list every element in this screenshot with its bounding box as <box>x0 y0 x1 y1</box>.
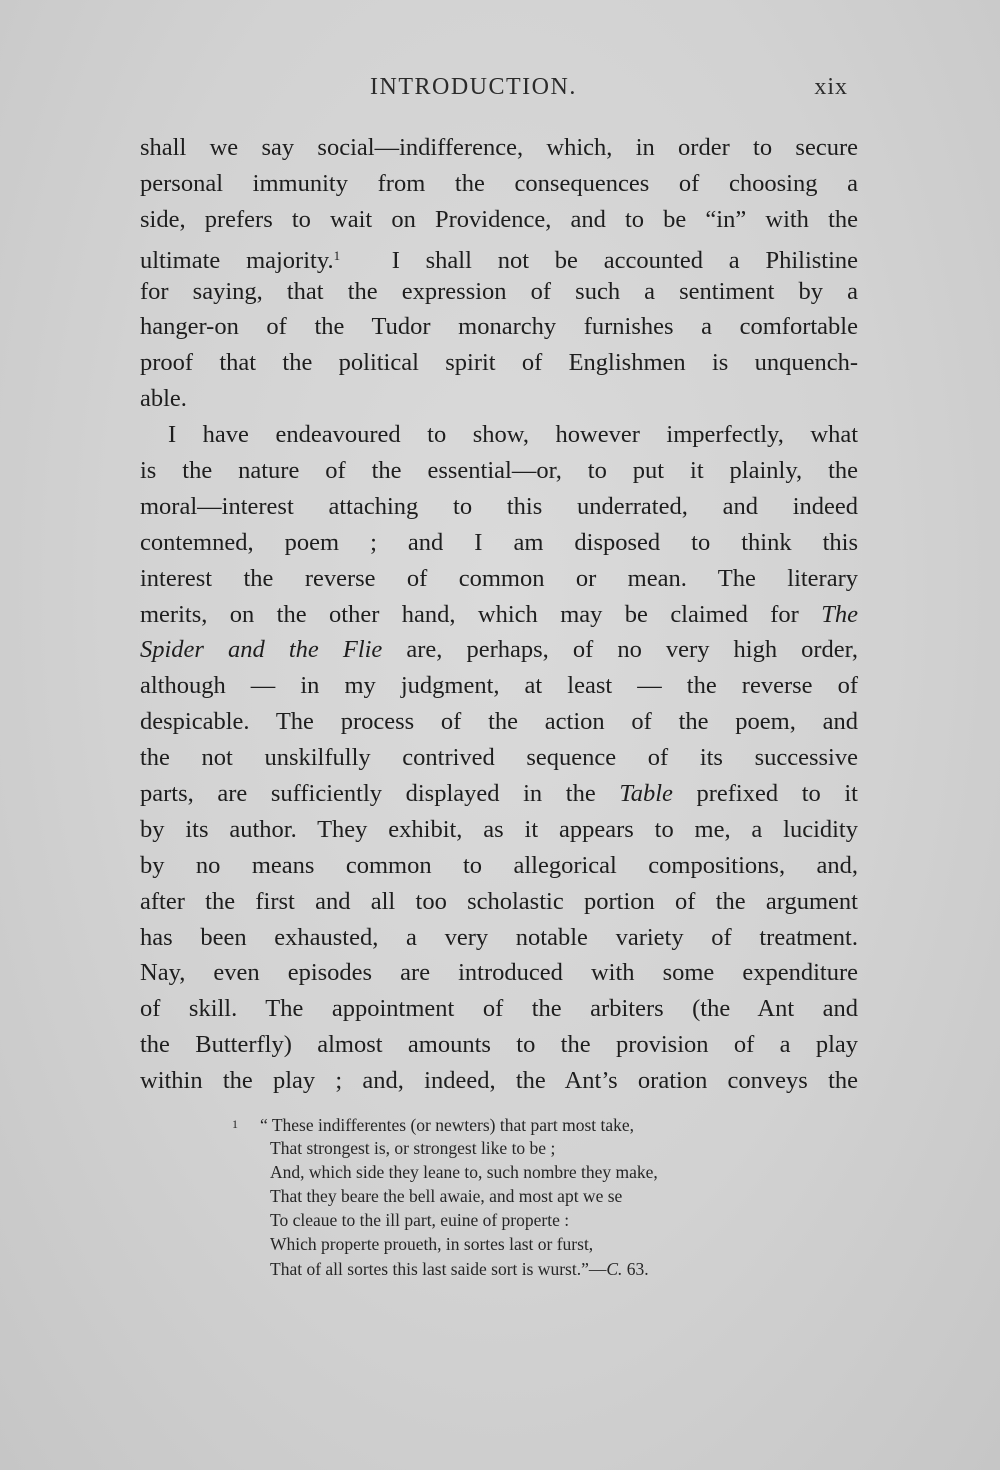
text-line: for saying, that the expression of such a sentiment by a <box>140 277 858 305</box>
text-line <box>140 776 858 812</box>
text-fragment: merits, on the other hand, which may be claimed for <box>140 600 822 628</box>
citation-fragment: 63. <box>622 1258 649 1279</box>
footnote-line: That they beare the bell awaie, and most apt we se <box>270 1186 623 1207</box>
text-line <box>140 238 858 274</box>
text-line <box>140 597 858 633</box>
text-line: side, prefers to wait on Providence, and to be “in” with the <box>140 205 858 233</box>
text-line: moral—interest attaching to this underrated, and indeed <box>140 492 858 520</box>
page-number: xix <box>814 74 848 100</box>
footnote-line: And, which side they leane to, such nombre they make, <box>270 1162 658 1183</box>
text-line: is the nature of the essential—or, to put it plainly, the <box>140 457 858 485</box>
footnote-text: That of all sortes this last saide sort is wurst.”— <box>270 1258 607 1279</box>
italic-title-fragment: Table <box>619 780 673 808</box>
text-fragment: I shall not be accounted a Philistine <box>391 246 859 274</box>
text-line: within the play ; and, indeed, the Ant’s oration conveys the <box>140 1067 858 1095</box>
text-line: has been exhausted, a very notable variety of treatment. <box>140 923 858 951</box>
body-text <box>140 130 858 1099</box>
footnote-line <box>232 1257 792 1281</box>
text-line: interest the reverse of common or mean. The literary <box>140 564 858 592</box>
footnote-line <box>232 1112 792 1136</box>
text-fragment: prefixed to it <box>672 780 858 808</box>
text-line: the not unskilfully contrived sequence of its successive <box>140 744 858 772</box>
citation-fragment: C. <box>606 1258 623 1279</box>
footnote-number: 1 <box>232 1117 238 1131</box>
footnote-line: To cleaue to the ill part, euine of properte : <box>270 1210 570 1231</box>
text-fragment: are, perhaps, of no very high order, <box>382 636 858 664</box>
text-line: Nay, even episodes are introduced with some expenditure <box>140 959 858 987</box>
footnote-text: “ These indifferentes (or newters) that part most take, <box>260 1115 635 1135</box>
footnote-line: That strongest is, or strongest like to be ; <box>270 1138 556 1159</box>
text-line: after the first and all too scholastic portion of the argument <box>140 887 858 915</box>
text-line: of skill. The appointment of the arbiters (the Ant and <box>140 995 858 1023</box>
footnote-line: Which properte proueth, in sortes last or furst, <box>270 1234 594 1255</box>
text-line: proof that the political spirit of Englishmen is unquench- <box>140 349 858 377</box>
footnote <box>232 1112 792 1281</box>
text-line: by its author. They exhibit, as it appears to me, a lucidity <box>140 815 858 843</box>
italic-title-fragment: Spider and the Flie <box>140 636 383 664</box>
text-line: personal immunity from the consequences of choosing a <box>140 169 858 197</box>
text-fragment: ultimate majority. <box>140 246 334 274</box>
running-head-title: INTRODUCTION. <box>370 74 577 100</box>
text-line: able. <box>140 385 187 413</box>
text-line: contemned, poem ; and I am disposed to think this <box>140 528 858 556</box>
footnote-reference: 1 <box>333 247 341 263</box>
text-line: shall we say social—indifference, which, in order to secure <box>140 134 858 161</box>
text-line: by no means common to allegorical compositions, and, <box>140 851 858 879</box>
text-line <box>140 632 858 668</box>
text-line: although — in my judgment, at least — the reverse of <box>140 672 858 700</box>
italic-title-fragment: The <box>821 600 858 628</box>
text-line: hanger-on of the Tudor monarchy furnishes a comfortable <box>140 313 858 341</box>
text-line: I have endeavoured to show, however imperfectly, what <box>168 421 858 449</box>
text-line: the Butterfly) almost amounts to the provision of a play <box>140 1031 858 1059</box>
text-line: despicable. The process of the action of the poem, and <box>140 708 858 736</box>
text-fragment: parts, are sufficiently displayed in the <box>140 780 620 808</box>
